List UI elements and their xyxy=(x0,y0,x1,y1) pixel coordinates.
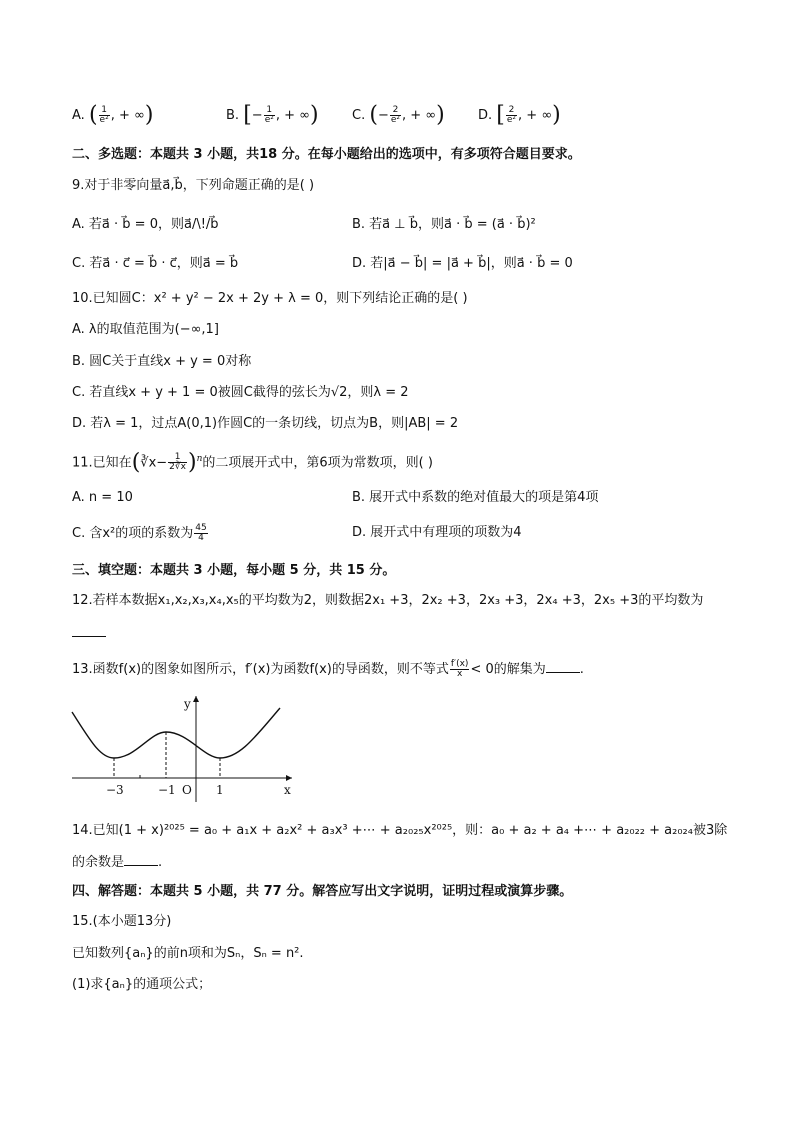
function-graph xyxy=(70,690,300,805)
question-10-stem: 10.已知圆C：x² + y² − 2x + 2y + λ = 0，则下列结论正确的是( ) xyxy=(72,291,468,306)
stem-suffix: 的二项展开式中，第6项为常数项，则( ) xyxy=(202,455,433,471)
q8-option-d: D. [ $\frac{2}{\text{e²}}$ , + ∞) xyxy=(478,102,561,128)
tick-label-neg1: −1 xyxy=(158,783,176,797)
question-13-stem xyxy=(72,660,584,679)
stem-prefix: 13.函数f(x)的图象如图所示，f′(x)为函数f(x)的导函数，则不等式 xyxy=(72,662,449,677)
question-10-option-b: B. 圆C关于直线x + y = 0对称 xyxy=(72,354,252,369)
stem-end: . xyxy=(158,855,163,870)
option-tail: , + ∞ xyxy=(110,108,145,123)
question-14-stem-cont xyxy=(72,853,162,872)
option-label: B. xyxy=(226,108,240,123)
radical-term: ∛x xyxy=(140,455,157,471)
option-tail: , + ∞ xyxy=(402,108,437,123)
fraction: $\frac{1}{\text{e²}}$ xyxy=(264,105,274,125)
question-9-option-b: B. 若a⃗ ⊥ b⃗，则a⃗ · b⃗ = (a⃗ · b⃗)² xyxy=(352,217,536,232)
question-9-option-d: D. 若|a⃗ − b⃗| = |a⃗ + b⃗|，则a⃗ · b⃗ = 0 xyxy=(352,256,573,271)
y-axis-label: y xyxy=(184,697,191,711)
question-9-option-a: A. 若a⃗ · b⃗ = 0，则a⃗/\!/b⃗ xyxy=(72,217,219,232)
question-15-title: 15.(本小题13分) xyxy=(72,914,172,929)
section-heading-solutions: 四、解答题：本题共 5 小题，共 77 分。解答应写出文字说明，证明过程或演算步骤。 xyxy=(72,884,573,899)
question-11-option-d: D. 展开式中有理项的项数为4 xyxy=(352,525,522,540)
x-axis-label: x xyxy=(284,783,291,797)
curve xyxy=(72,708,280,758)
tick-label-1: 1 xyxy=(216,783,224,797)
option-label: D. xyxy=(478,108,493,123)
stem-text: 的余数是 xyxy=(72,855,125,870)
fraction: $\frac{1}{\text{e²}}$ xyxy=(99,105,109,125)
question-11-option-c xyxy=(72,524,209,543)
q8-option-c: C. (− $\frac{2}{\text{e²}}$ , + ∞) xyxy=(352,102,445,128)
answer-blank xyxy=(124,853,158,866)
option-text: C. 含x²的项的系数为 xyxy=(72,526,194,541)
question-9-stem: 9.对于非零向量a⃗,b⃗，下列命题正确的是( ) xyxy=(72,178,315,193)
tick-label-neg3: −3 xyxy=(106,783,124,797)
question-14-stem: 14.已知(1 + x)²⁰²⁵ = a₀ + a₁x + a₂x² + a₃x³ +⋯ + a₂₀₂₅x²⁰²⁵，则：a₀ + a₂ + a₄ +⋯ + a₂₀₂₂ + a₂₀₂₄被3除 xyxy=(72,823,728,838)
question-15-part-1: (1)求{aₙ}的通项公式； xyxy=(72,977,212,992)
stem-end: . xyxy=(579,662,584,677)
stem-prefix: 11.已知在 xyxy=(72,455,132,471)
answer-blank xyxy=(546,660,580,673)
question-9-option-c: C. 若a⃗ · c⃗ = b⃗ · c⃗，则a⃗ = b⃗ xyxy=(72,256,239,271)
option-tail: , + ∞ xyxy=(275,108,310,123)
option-label: C. xyxy=(352,108,366,123)
option-tail: , + ∞ xyxy=(518,108,553,123)
fraction: $\frac{f'(x)}{x}$ xyxy=(450,659,469,679)
fraction: $\frac{45}{4}$ xyxy=(195,523,207,543)
stem-suffix: < 0的解集为 xyxy=(470,662,546,677)
question-12-answer-blank xyxy=(72,624,106,643)
question-10-option-c: C. 若直线x + y + 1 = 0被圆C截得的弦长为√2，则λ = 2 xyxy=(72,385,409,400)
question-11-stem: 11.已知在(∛x− $\frac{1}{2∛x}$ )$^n$的二项展开式中，第6项为常数项，则( ) xyxy=(72,449,433,475)
q8-option-a: A. ( $\frac{1}{\text{e²}}$ , + ∞) xyxy=(72,102,154,128)
fraction: $\frac{2}{\text{e²}}$ xyxy=(390,105,401,125)
section-heading-fill-in: 三、填空题：本题共 3 小题，每小题 5 分，共 15 分。 xyxy=(72,563,396,578)
question-11-option-b: B. 展开式中系数的绝对值最大的项是第4项 xyxy=(352,490,599,505)
fraction: $\frac{2}{\text{e²}}$ xyxy=(506,105,517,125)
q8-option-b: B. [− $\frac{1}{\text{e²}}$ , + ∞) xyxy=(226,102,319,128)
question-12-stem: 12.若样本数据x₁,x₂,x₃,x₄,x₅的平均数为2，则数据2x₁ +3，2x₂ +3，2x₃ +3，2x₄ +3，2x₅ +3的平均数为 xyxy=(72,593,704,608)
exponent: n xyxy=(196,454,203,464)
question-15-stem: 已知数列{aₙ}的前n项和为Sₙ，Sₙ = n². xyxy=(72,946,304,961)
question-10-option-a: A. λ的取值范围为(−∞,1] xyxy=(72,322,219,337)
option-label: A. xyxy=(72,108,85,123)
question-11-option-a: A. n = 10 xyxy=(72,490,133,505)
fraction: $\frac{1}{2∛x}$ xyxy=(169,452,186,473)
section-heading-multiple-choice: 二、多选题：本题共 3 小题，共18 分。在每小题给出的选项中，有多项符合题目要求。 xyxy=(72,147,581,162)
question-10-option-d: D. 若λ = 1，过点A(0,1)作圆C的一条切线，切点为B，则|AB| = 2 xyxy=(72,416,459,431)
origin-label: O xyxy=(182,783,192,797)
